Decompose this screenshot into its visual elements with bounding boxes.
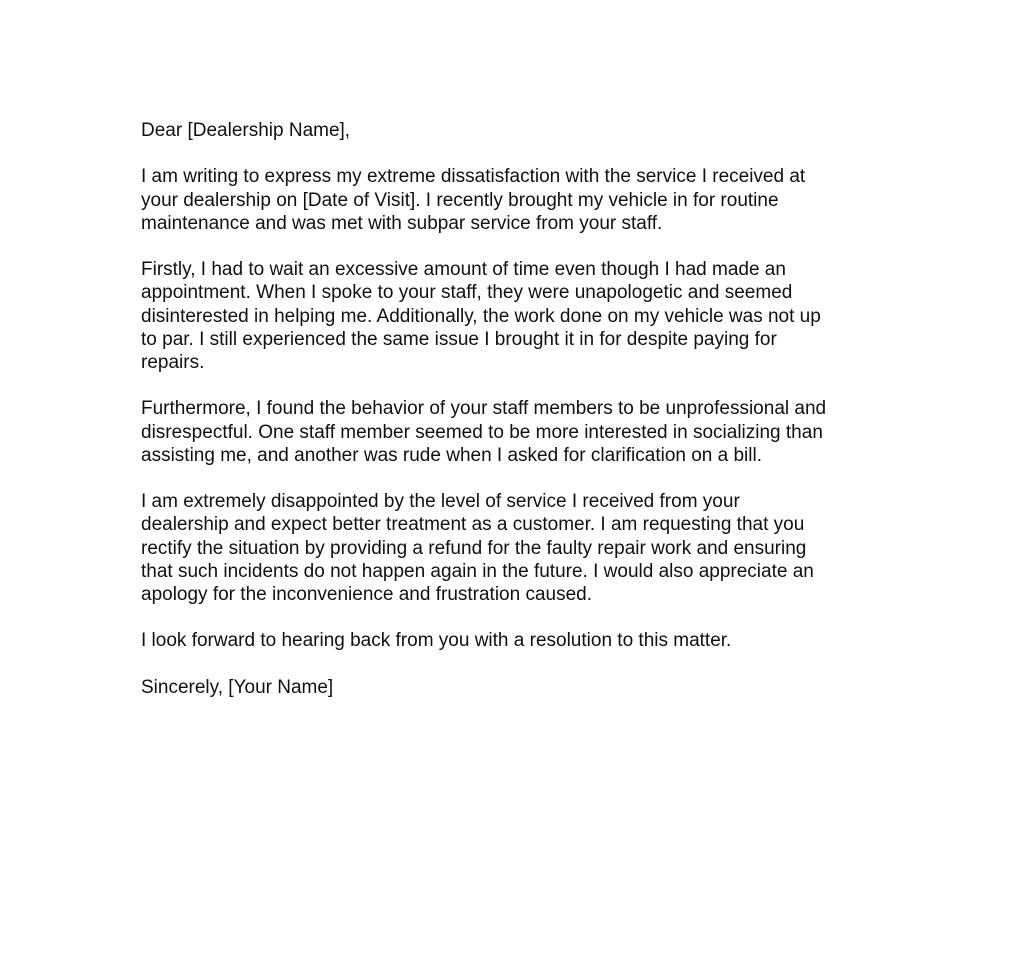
sign-off-text: Sincerely, [Your Name] [141, 676, 334, 698]
paragraph-line: I am writing to express my extreme dissatisfaction with the service I received at [141, 166, 806, 188]
paragraph-line: repairs. [141, 352, 205, 373]
paragraph-line: disinterested in helping me. Additionally, the work done on my vehicle was not up [141, 305, 821, 327]
paragraph-line: that such incidents do not happen again in the future. I would also appreciate an [141, 560, 814, 582]
paragraph-line: maintenance and was met with subpar service from your staff. [141, 212, 663, 234]
paragraph-line: appointment. When I spoke to your staff, they were unapologetic and seemed [141, 282, 793, 304]
paragraph-line: Firstly, I had to wait an excessive amount of time even though I had made an [141, 259, 786, 281]
paragraph-line: I am extremely disappointed by the level of service I received from your [141, 491, 740, 513]
paragraph-line: to par. I still experienced the same issue I brought it in for despite paying for [141, 328, 777, 350]
paragraph-line: assisting me, and another was rude when I asked for clarification on a bill. [141, 444, 762, 466]
paragraph-request [141, 490, 901, 606]
paragraph-line: rectify the situation by providing a refund for the faulty repair work and ensuring [141, 537, 807, 559]
salutation [141, 119, 901, 142]
paragraph-line: apology for the inconvenience and frustration caused. [141, 584, 593, 605]
paragraph-line: disrespectful. One staff member seemed to be more interested in socializing than [141, 421, 823, 443]
letter-document [141, 119, 901, 722]
paragraph-intro [141, 165, 901, 235]
paragraph-line: Furthermore, I found the behavior of your staff members to be unprofessional and [141, 398, 827, 420]
paragraph-firstly [141, 258, 901, 374]
paragraph-closing-remark [141, 629, 901, 652]
paragraph-line: I look forward to hearing back from you with a resolution to this matter. [141, 630, 732, 652]
paragraph-line: dealership and expect better treatment as a customer. I am requesting that you [141, 514, 805, 536]
paragraph-line: your dealership on [Date of Visit]. I recently brought my vehicle in for routine [141, 189, 779, 211]
sign-off [141, 676, 901, 699]
salutation-text: Dear [Dealership Name], [141, 120, 351, 141]
paragraph-furthermore [141, 397, 901, 467]
